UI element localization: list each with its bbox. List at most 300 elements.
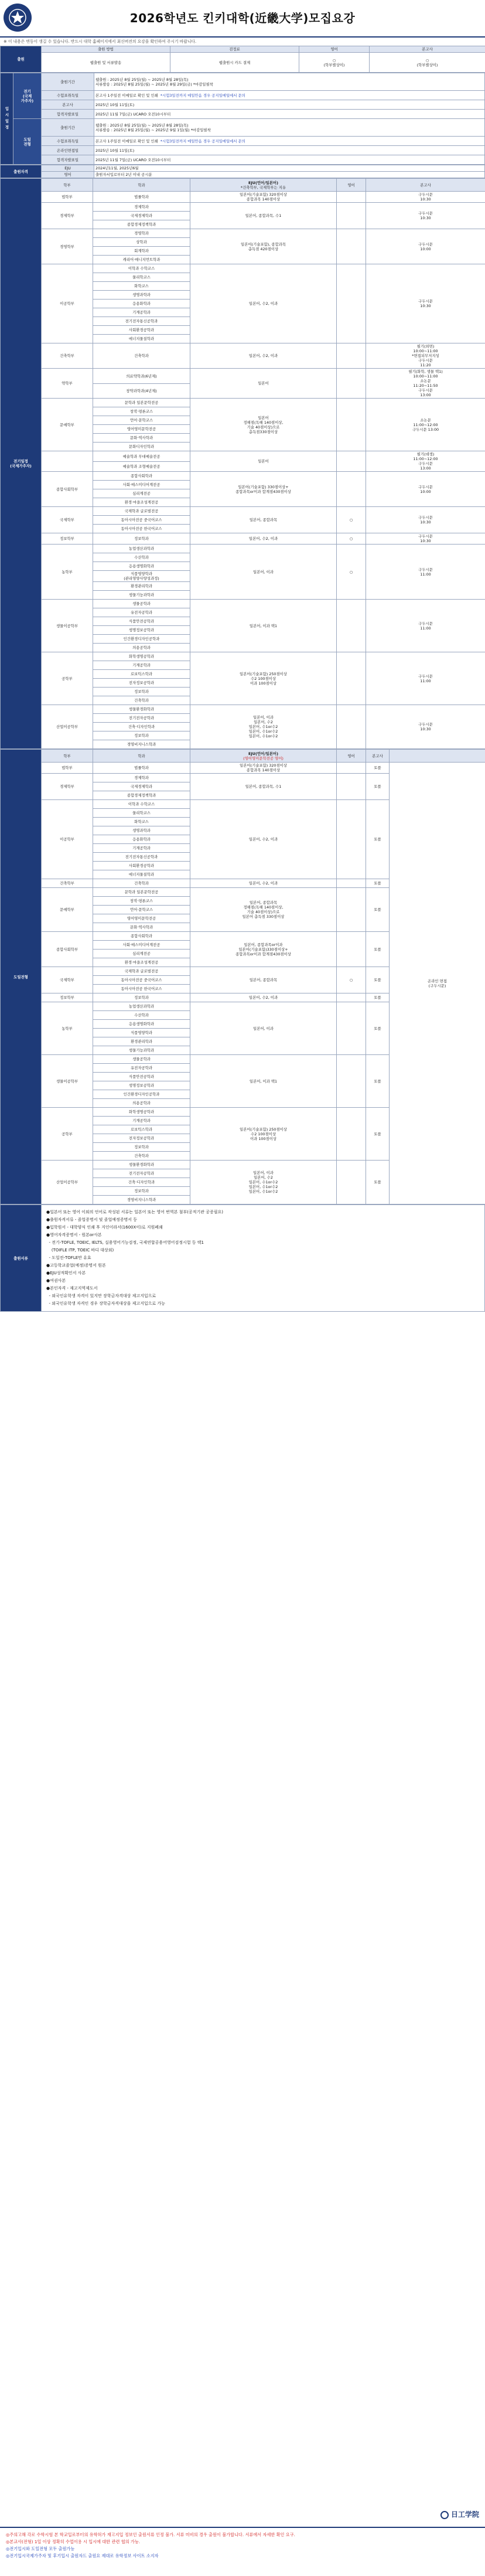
dept-cell: 공학부	[42, 1108, 93, 1161]
table-row	[1, 652, 485, 661]
major-cell: 경영비지니스학과	[93, 740, 190, 749]
eju-cell: 일본어, 수2, 이과	[190, 800, 337, 879]
english-cell	[337, 203, 366, 229]
footer-note-4: ◎전기입시국제가주자 및 후기입시 출원자드 출원요 제대로 유학정보 사이트 소지자	[6, 2553, 159, 2558]
interview-cell: 구두시문 10:30	[366, 203, 485, 229]
english-cell	[337, 369, 366, 399]
major-cell: 전기전자공학과	[93, 714, 190, 723]
english-value: 출원자서입로부터 2년 이내 공시분	[94, 172, 485, 178]
interview-cell: 토플	[366, 1161, 390, 1204]
dept-cell: 국제학부	[42, 967, 93, 993]
major-cell: 문화·역사학과	[93, 434, 190, 443]
dept-cell: 정보학부	[42, 993, 93, 1002]
major-cell: 의용공학과	[93, 644, 190, 652]
english-cell	[337, 800, 366, 879]
eju-cell: 일본어, 수2, 이과	[190, 533, 337, 545]
schedule-value	[94, 91, 485, 100]
english-cell	[337, 888, 366, 932]
major-cell: 예술학과 무대예술전공	[93, 451, 190, 462]
table-row	[1, 264, 485, 273]
eju-cell: 일본어(기술포함) 330점이상+ 종합과목or이과 합계점430점이상	[190, 472, 337, 507]
interview-cell: 토플	[366, 888, 390, 932]
major-cell: 캐리어·매니지먼트학과	[93, 256, 190, 264]
interview-cell: 구두시문 10:30	[366, 507, 485, 533]
document-line: (TOIFLE ITP, TOEIC 바디 대상외)	[46, 1248, 114, 1253]
major-cell: 로보틱스학과	[93, 670, 190, 679]
first-exam-table	[0, 178, 485, 749]
major-cell: 환경관리학과	[93, 582, 190, 591]
english-header: 영어	[337, 750, 366, 763]
interview-cell: 필기(외면) 10:00~11:00 *면접되무저지성 구두시문 11:20	[366, 343, 485, 369]
english-cell	[337, 600, 366, 652]
table-row	[1, 533, 485, 545]
schedule-text: 2025년 11월 7일(금) UCARO 오전10시부터	[95, 157, 171, 162]
major-cell: 전기전자통신공학과	[93, 317, 190, 326]
major-cell: 인간환경디자인공학과	[93, 635, 190, 644]
interview-cell: 구두시문 10:00	[366, 472, 485, 507]
english-cell: ○	[337, 545, 366, 600]
schedule-text: 2025년 11월 7일(금) UCARO 오전10시부터	[95, 111, 171, 117]
footer	[0, 2510, 485, 2576]
schedule-row	[1, 137, 485, 146]
major-cell: 심리계전공	[93, 950, 190, 958]
document-line: ●영어자격증명서 - 원본or사본	[46, 1233, 102, 1238]
major-cell: 경영학과	[93, 229, 190, 238]
major-cell: 정보학과	[93, 1143, 190, 1152]
schedule-subnote: *시험3일전까지 메일안옴 경우 공지일메일에서 문의	[160, 93, 245, 98]
major-cell: 사회환경공학과	[93, 862, 190, 870]
dept-cell: 산업이공학부	[42, 705, 93, 749]
major-cell: 생명정보공학과	[93, 626, 190, 635]
documents-label: 출원서류	[1, 1205, 42, 1311]
english-cell	[337, 879, 366, 888]
english-cell	[337, 1002, 366, 1055]
interview-cell: 토플	[366, 800, 390, 879]
dept-cell: 농학부	[42, 1002, 93, 1055]
eju-cell: 일본어, 이과 일본어, 수2 일본어, 수1or수2 일본어, 수1or수2 일본어, 수1or수2	[190, 1161, 337, 1204]
eju-cell: 일본어 정해점(독해 140점이상, 기술 40점이상)으로 총득점330점이상	[190, 399, 337, 451]
schedule-text: 2025년 10월 11일(토)	[95, 148, 135, 153]
document-line: ●EJU성적확인서 사본	[46, 1270, 86, 1275]
schedule-text: 본고사 1주일전 이메일로 확인 및 인쇄	[95, 93, 158, 98]
major-cell: 영어영미문학전공	[93, 914, 190, 923]
english-header: 영어	[299, 46, 370, 53]
english-cell: ○	[337, 533, 366, 545]
major-cell: 문학과 일본문학전공	[93, 888, 190, 897]
major-cell: 예술학과 조형예술전공	[93, 461, 190, 472]
eju-cell: 일본어, 수2, 이과	[190, 343, 337, 369]
schedule-type-label: 전기 (국제 가주자)	[13, 73, 42, 119]
schedule-key: 온라인면접일	[42, 146, 94, 155]
eju-cell: 일본어, 이과 일본어, 수2 일본어, 수1or수2 일본어, 수1or수2 일본어, 수1or수2	[190, 705, 337, 749]
major-cell: 전자정보공학과	[93, 679, 190, 688]
eju-cell: 일본어, 이과	[190, 1002, 337, 1055]
major-cell: 생물공학과	[93, 600, 190, 608]
dept-cell: 국제학부	[42, 507, 93, 533]
top-note: ※ 이 내용은 변동이 생길 수 있습니다. 반드시 대학 홈페이지에서 최신버전의 요강을 확인하여 주시기 바랍니다.	[4, 39, 197, 44]
dept-cell: 법학부	[42, 192, 93, 203]
dept-cell: 농학부	[42, 545, 93, 600]
major-cell: 생명정보공학과	[93, 1081, 190, 1090]
eligibility-label: 출원자격	[1, 165, 42, 178]
english-cell	[337, 705, 366, 749]
interview-cell: 토플	[366, 774, 390, 800]
major-cell: 생물기능과학과	[93, 591, 190, 600]
english-cell: ○	[337, 507, 366, 533]
application-table	[0, 46, 485, 73]
major-cell: 전기전자공학과	[93, 1169, 190, 1178]
eju-cell: 일본어	[190, 369, 337, 399]
schedule-text: 웹출원 : 2025년 8월 25일(월) ~ 2025년 8월 28일(목) 서류발송 : 2025년 8월 25일(월) ~ 2025년 8월 29일(금) *마감일필착	[95, 77, 213, 87]
english-cell	[337, 763, 366, 774]
dept-cell: 경제학부	[42, 203, 93, 229]
interview-cell: 필기(데생) 11:00~12:00 구두시문 13:00	[366, 451, 485, 472]
major-cell: 동아시아전공 중국어코스	[93, 976, 190, 985]
table-row	[1, 472, 485, 481]
major-cell: 사회·매스미디어계전공	[93, 481, 190, 489]
english-cell	[337, 229, 366, 264]
dept-cell: 생물이공학부	[42, 600, 93, 652]
method-value: 웹출원 및 서류발송	[42, 53, 170, 73]
major-cell: 언어·문학코스	[93, 906, 190, 914]
dept-cell: 공학부	[42, 652, 93, 705]
major-cell: 법률학과	[93, 763, 190, 774]
interview-cell: 토플	[366, 993, 390, 1002]
dept-cell: 정보학부	[42, 533, 93, 545]
schedule-key: 본고사	[42, 100, 94, 110]
schedule-key: 수험표취득일	[42, 137, 94, 146]
eju-cell: 일본어, 종합과목, 수1	[190, 203, 337, 229]
interview-cell: 구두시문 10:30	[366, 264, 485, 343]
schedule-value	[94, 73, 485, 91]
interview-cell: 구두시문 11:00	[366, 600, 485, 652]
table-row	[1, 545, 485, 553]
eju-cell: 일본어, 수2, 이과	[190, 879, 337, 888]
major-cell: 기계공학과	[93, 1117, 190, 1125]
major-cell: 생물기능과학과	[93, 1046, 190, 1055]
schedule-table	[0, 73, 485, 165]
schedule-row	[1, 91, 485, 100]
major-cell: 건축·디자인학과	[93, 1178, 190, 1187]
footer-note-1: ◎주의고해 각로 수학시험 본 학교입로부터의 유학허가 재고지입 정보인 출원서류 인정 불가. 서류 미비의 경우 출원이 불가합니다. 서류에서 자세한 확인 요구.	[6, 2532, 295, 2537]
exam-header-row	[1, 750, 485, 763]
dept-cell: 건축학부	[42, 343, 93, 369]
exam-section-label: 전기일정 (국제가주자)	[1, 179, 42, 749]
eligibility-table	[0, 165, 485, 178]
major-cell: 수산학과	[93, 1011, 190, 1020]
interview-cell: 구두시문 11:00	[366, 545, 485, 600]
table-row	[1, 507, 485, 516]
major-cell: 생명과학과	[93, 291, 190, 300]
major-cell: 생물환경화학과	[93, 705, 190, 714]
major-cell: 언어·문학코스	[93, 416, 190, 425]
major-cell: 종합사회학과	[93, 472, 190, 481]
schedule-key: 출원기간	[42, 119, 94, 137]
dept-cell: 종합사회학부	[42, 932, 93, 967]
eju-cell: 일본어, 종합과목	[190, 967, 337, 993]
major-cell: 이학과 수학코스	[93, 800, 190, 809]
brand	[440, 2509, 479, 2521]
eju-cell: 일본어, 종합과목or이과 일본어(기술포함)330점이상+ 종합과목or이과 합계점430점이상	[190, 932, 337, 967]
schedule-text: 2025년 10월 11일(토)	[95, 102, 135, 107]
major-cell: 기계공학과	[93, 661, 190, 670]
eju-label: EJU	[42, 165, 94, 172]
major-cell: 경제학과	[93, 774, 190, 782]
eju-cell: 일본어, 종합과목, 수1	[190, 774, 337, 800]
schedule-value	[94, 137, 485, 146]
major-cell: 정보학과	[93, 533, 190, 545]
brand-name: 日工学院	[450, 2510, 479, 2519]
eju-cell: 일본어, 수2, 이과	[190, 264, 337, 343]
major-cell: 응용화학과	[93, 835, 190, 844]
online-header	[390, 750, 485, 763]
dept-cell: 생물이공학부	[42, 1055, 93, 1108]
schedule-row	[1, 146, 485, 155]
major-cell: 의용공학과	[93, 1099, 190, 1108]
schedule-key: 출원기간	[42, 73, 94, 91]
interview-cell: 구두시문 10:30	[366, 192, 485, 203]
interview-cell: 구두시문 10:00	[366, 229, 485, 264]
major-cell: 에너지물질학과	[93, 870, 190, 879]
eju-cell: 일본어, 이과 택1	[190, 1055, 337, 1108]
document-line: - 전기-TOFLE, TOEIC, IELTS, 실용영어기능검정, 국제연합공용어영어검정시험 등 택1	[46, 1240, 204, 1246]
schedule-key: 수험표취득일	[42, 91, 94, 100]
major-cell: 화학생명공학과	[93, 652, 190, 661]
table-row	[1, 763, 485, 774]
interview-cell: 구두시문 10:30	[366, 533, 485, 545]
dept-header: 학부	[42, 179, 93, 192]
interview-cell: 토플	[366, 1002, 390, 1055]
major-cell: 창작·평론코스	[93, 897, 190, 906]
eju-cell: 일본어, 이과	[190, 545, 337, 600]
english-cell	[337, 192, 366, 203]
english-cell	[337, 343, 366, 369]
major-cell: 응용화학과	[93, 300, 190, 308]
english-cell	[337, 774, 366, 800]
interview-cell: 토플	[366, 763, 390, 774]
major-cell: 정보학과	[93, 731, 190, 740]
method-header: 출원 방법	[42, 46, 170, 53]
interview-cell: 토플	[366, 932, 390, 967]
major-cell: 기계공학과	[93, 844, 190, 853]
major-cell: 문학과 일본문학전공	[93, 399, 190, 407]
interview-header: 본고사	[366, 179, 485, 192]
fee-header: 검정료	[170, 46, 299, 53]
major-cell: 식품안전공학과	[93, 617, 190, 626]
major-cell: 정보학과	[93, 993, 190, 1002]
footer-note-2: ◎본교사(전형) 1일 이상 정확히 수업이용 시 입시에 대한 관련 협의 가능.	[6, 2538, 141, 2544]
interview-cell: 토플	[366, 1108, 390, 1161]
major-cell: 창약과학과(4년제)	[93, 383, 190, 399]
major-cell: 화학생명공학과	[93, 1108, 190, 1117]
english-cell	[337, 993, 366, 1002]
major-header: 학과	[93, 750, 190, 763]
major-cell: 농업생산과학과	[93, 545, 190, 553]
schedule-side-label: 입시일정	[1, 73, 13, 165]
major-cell: 전기전자통신공학과	[93, 853, 190, 862]
major-cell: 동아시아전공 중국어코스	[93, 516, 190, 525]
dept-cell	[42, 451, 93, 472]
english-cell: ○	[337, 967, 366, 993]
major-cell: 국제경제학과	[93, 212, 190, 220]
table-row	[1, 343, 485, 369]
exam-header-row	[1, 179, 485, 192]
major-cell: 상학과	[93, 238, 190, 247]
major-cell: 의료약학과(6년제)	[93, 369, 190, 384]
major-cell: 전자정보공학과	[93, 1134, 190, 1143]
dept-cell: 문예학부	[42, 888, 93, 932]
header	[0, 0, 485, 38]
document-line: - 외국인유학생 자격이 있지만 장학금자격대상 제고지입으로	[46, 1293, 156, 1298]
eju-cell: 일본어	[190, 451, 337, 472]
document-line: - 외국인유학생 자격인 경우 장학금자격대상을 제고지입으로 가능	[46, 1301, 165, 1306]
schedule-row	[1, 155, 485, 165]
major-cell: 물리학코스	[93, 273, 190, 282]
dept-cell: 이공학부	[42, 264, 93, 343]
english-cell	[337, 1055, 366, 1108]
table-row	[1, 203, 485, 212]
major-cell: 생명과학과	[93, 826, 190, 835]
eju-header	[190, 750, 337, 763]
major-cell: 유전자공학과	[93, 608, 190, 617]
interview-cell: 소논문 11:00~12:00 구두시문 13:00	[366, 399, 485, 451]
later-exam-table	[0, 749, 485, 1204]
major-cell: 로보틱스학과	[93, 1125, 190, 1134]
schedule-text: 본고사 1주일전 이메일로 확인 및 인쇄	[95, 138, 158, 144]
major-cell: 정보학과	[93, 688, 190, 696]
interview-cell: 토플	[366, 879, 390, 888]
interview-cell: 구두시문 10:30	[366, 705, 485, 749]
online-interview-cell: 온라인 면접 (구두시문)	[390, 763, 485, 1204]
fee-value: 웹출원시 카드 결제	[170, 53, 299, 73]
schedule-value	[94, 100, 485, 110]
major-cell: 물리학코스	[93, 809, 190, 818]
major-cell: 기계공학과	[93, 308, 190, 317]
schedule-value	[94, 155, 485, 165]
dept-cell: 종합사회학부	[42, 472, 93, 507]
schedule-key: 합격자발표일	[42, 155, 94, 165]
english-cell	[337, 652, 366, 705]
exam-section-label: 도일전형	[1, 750, 42, 1204]
dept-cell: 약학부	[42, 369, 93, 399]
major-cell: 환경·마을조성계전공	[93, 958, 190, 967]
table-row	[1, 451, 485, 462]
english-label: 영어	[42, 172, 94, 178]
document-line: ●입학원서 - 대학양식 인쇄 후 지인이라서(1600X이)로 지원폐쇄	[46, 1225, 163, 1230]
major-cell: 종합경제정책학과	[93, 791, 190, 800]
eju-cell: 일본어(기술포함) 320점이상 종합과목 140점이상	[190, 192, 337, 203]
major-cell: 국제학과 글로벌전공	[93, 967, 190, 976]
major-cell: 동아시아전공 한국어코스	[93, 525, 190, 533]
english-cell	[337, 1108, 366, 1161]
interview-header: 본고사	[366, 750, 390, 763]
table-row	[1, 600, 485, 608]
major-cell: 종합사회학과	[93, 932, 190, 941]
table-row	[1, 705, 485, 714]
major-cell: 창작·평론코스	[93, 407, 190, 416]
schedule-type-label: 도일 전형	[13, 119, 42, 165]
document-line: ●고등학교졸업(예정)증명서 원본	[46, 1263, 106, 1268]
eju-cell: 일본어(기술포함), 종합과목 총득점 420점이상	[190, 229, 337, 264]
major-cell: 회계학과	[93, 247, 190, 256]
dept-cell: 산업이공학부	[42, 1161, 93, 1204]
major-cell: 법률학과	[93, 192, 190, 203]
schedule-value	[94, 110, 485, 119]
major-cell: 화학코스	[93, 282, 190, 291]
english-cell	[337, 932, 366, 967]
schedule-key: 합격자발표일	[42, 110, 94, 119]
interview-cell: 토플	[366, 1055, 390, 1108]
major-cell: 건축학과	[93, 1152, 190, 1161]
major-cell: 에너지물질학과	[93, 335, 190, 343]
major-cell: 화학코스	[93, 818, 190, 826]
english-cell	[337, 1161, 366, 1204]
schedule-row	[1, 73, 485, 91]
table-row	[1, 369, 485, 384]
eju-cell: 일본어(기술포함) 250점이상 수2 100점이상 이과 100점이상	[190, 1108, 337, 1161]
dept-cell: 법학부	[42, 763, 93, 774]
major-cell: 응용생명화학과	[93, 562, 190, 571]
major-cell: 수산학과	[93, 553, 190, 562]
major-cell: 유전자공학과	[93, 1064, 190, 1073]
english-cell	[337, 399, 366, 451]
interview-cell: 필기(화학, 생물 택1) 10:00~11:00 소논문 11:20~11:50 구두시문 13:00	[366, 369, 485, 399]
table-row	[1, 192, 485, 203]
major-cell: 이학과 수학코스	[93, 264, 190, 273]
dept-cell: 이공학부	[42, 800, 93, 879]
major-cell: 건축학과	[93, 879, 190, 888]
major-cell: 식품안전공학과	[93, 1073, 190, 1081]
eju-cell: 일본어(기술포함) 320점이상 종합과목 140점이상	[190, 763, 337, 774]
major-cell: 건축·디자인학과	[93, 723, 190, 731]
eju-header-title: EJU(언어/일본어)	[248, 751, 278, 756]
table-row	[1, 229, 485, 238]
eju-cell: 일본어, 종합과목 정해점(독해 140점이상, 기술 40점이상)으로 일본어 총득점 330점이상	[190, 888, 337, 932]
major-cell: 환경관리학과	[93, 1037, 190, 1046]
eju-cell: 일본어(기술포함) 250점이상 수2 100점이상 이과 100점이상	[190, 652, 337, 705]
interview-cell: 구두시문 11:00	[366, 652, 485, 705]
major-cell: 동아시아전공 한국어코스	[93, 985, 190, 993]
major-cell: 환경·마을조성계전공	[93, 498, 190, 507]
dept-cell: 문예학부	[42, 399, 93, 451]
major-cell: 심리계전공	[93, 489, 190, 498]
document-line: ●일본어 또는 영어 이외의 언어로 작성된 서류는 일본어 또는 영어 번역본 첨부(공적기관 공증필요)	[46, 1210, 223, 1215]
major-cell: 사회·매스미디어계전공	[93, 941, 190, 950]
page-title: 2026학년도 킨키대학(近畿大学)모집요강	[129, 11, 356, 25]
schedule-row	[1, 110, 485, 119]
dept-cell: 건축학부	[42, 879, 93, 888]
major-cell: 사회환경공학과	[93, 326, 190, 335]
major-cell: 생물공학과	[93, 1055, 190, 1064]
document-line: - 도일전-TOFLE만 유효	[46, 1255, 91, 1261]
eju-header	[190, 179, 337, 192]
major-cell: 문화디자인학과	[93, 443, 190, 451]
major-cell: 식품영양학과 (관리영양사양성과정)	[93, 571, 190, 582]
schedule-subnote: *시험3일전까지 메일안옴 경우 공지일메일에서 문의	[160, 138, 245, 144]
documents-list	[42, 1205, 485, 1311]
eju-cell: 일본어, 수2, 이과	[190, 993, 337, 1002]
dept-cell: 경제학부	[42, 774, 93, 800]
schedule-value	[94, 119, 485, 137]
major-cell: 국제학과 글로벌전공	[93, 507, 190, 516]
document-line: ●여권사본	[46, 1278, 66, 1283]
english-cell	[337, 264, 366, 343]
table-row	[1, 399, 485, 407]
english-header: 영어	[337, 179, 366, 192]
interview-header: 본고사	[370, 46, 485, 53]
interview-value: ○ (학부별상이)	[370, 53, 485, 73]
major-cell: 종합경제정책학과	[93, 220, 190, 229]
